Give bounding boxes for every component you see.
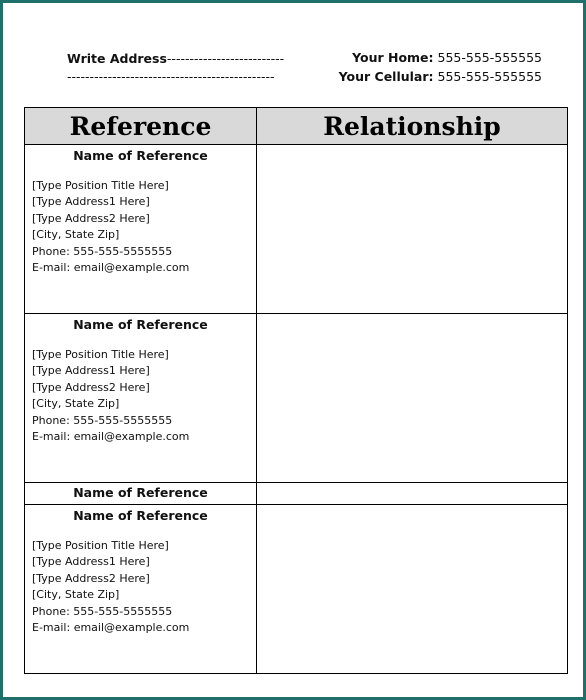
address-line-2: ---------------------------------------------- [67, 69, 275, 84]
reference-cell[interactable] [25, 314, 257, 483]
cell-value: 555-555-555555 [437, 69, 542, 84]
table-row [25, 483, 568, 505]
reference-city: [City, State Zip] [32, 588, 120, 602]
reference-address1: [Type Address1 Here] [32, 555, 150, 569]
write-address-label: Write Address [67, 51, 167, 66]
reference-address1: [Type Address1 Here] [32, 364, 150, 378]
reference-city: [City, State Zip] [32, 397, 120, 411]
table-row [25, 314, 568, 483]
address-line-1: -------------------------- [166, 51, 285, 66]
table-header-row [25, 108, 568, 145]
reference-column-header: Reference [25, 108, 257, 145]
reference-email: E-mail: email@example.com [32, 621, 190, 635]
reference-address2: [Type Address2 Here] [32, 211, 150, 225]
relationship-column-header: Relationship [257, 108, 568, 145]
reference-phone: Phone: 555-555-5555555 [32, 604, 173, 618]
home-value: 555-555-555555 [437, 50, 542, 65]
reference-name: Name of Reference [73, 485, 208, 500]
reference-cell[interactable] [25, 483, 257, 505]
home-label: Your Home: [352, 50, 434, 65]
relationship-cell[interactable] [257, 145, 568, 314]
reference-position: [Type Position Title Here] [32, 348, 169, 361]
reference-phone: Phone: 555-555-5555555 [32, 244, 173, 258]
reference-city: [City, State Zip] [32, 228, 120, 242]
relationship-cell[interactable] [257, 314, 568, 483]
reference-address1: [Type Address1 Here] [32, 195, 150, 209]
reference-position: [Type Position Title Here] [32, 539, 169, 552]
reference-position: [Type Position Title Here] [32, 179, 169, 192]
reference-table [24, 107, 568, 674]
reference-name: Name of Reference [73, 317, 208, 332]
relationship-cell[interactable] [257, 483, 568, 505]
reference-cell[interactable] [25, 505, 257, 674]
contact-block [339, 48, 542, 86]
reference-phone: Phone: 555-555-5555555 [32, 413, 173, 427]
table-row [25, 145, 568, 314]
reference-address2: [Type Address2 Here] [32, 380, 150, 394]
reference-email: E-mail: email@example.com [32, 430, 190, 444]
table-row [25, 505, 568, 674]
reference-address2: [Type Address2 Here] [32, 571, 150, 585]
address-block [67, 50, 284, 86]
reference-name: Name of Reference [73, 148, 208, 163]
reference-name: Name of Reference [73, 508, 208, 523]
reference-email: E-mail: email@example.com [32, 261, 190, 275]
relationship-cell[interactable] [257, 505, 568, 674]
reference-cell[interactable] [25, 145, 257, 314]
cell-label: Your Cellular: [338, 69, 434, 84]
